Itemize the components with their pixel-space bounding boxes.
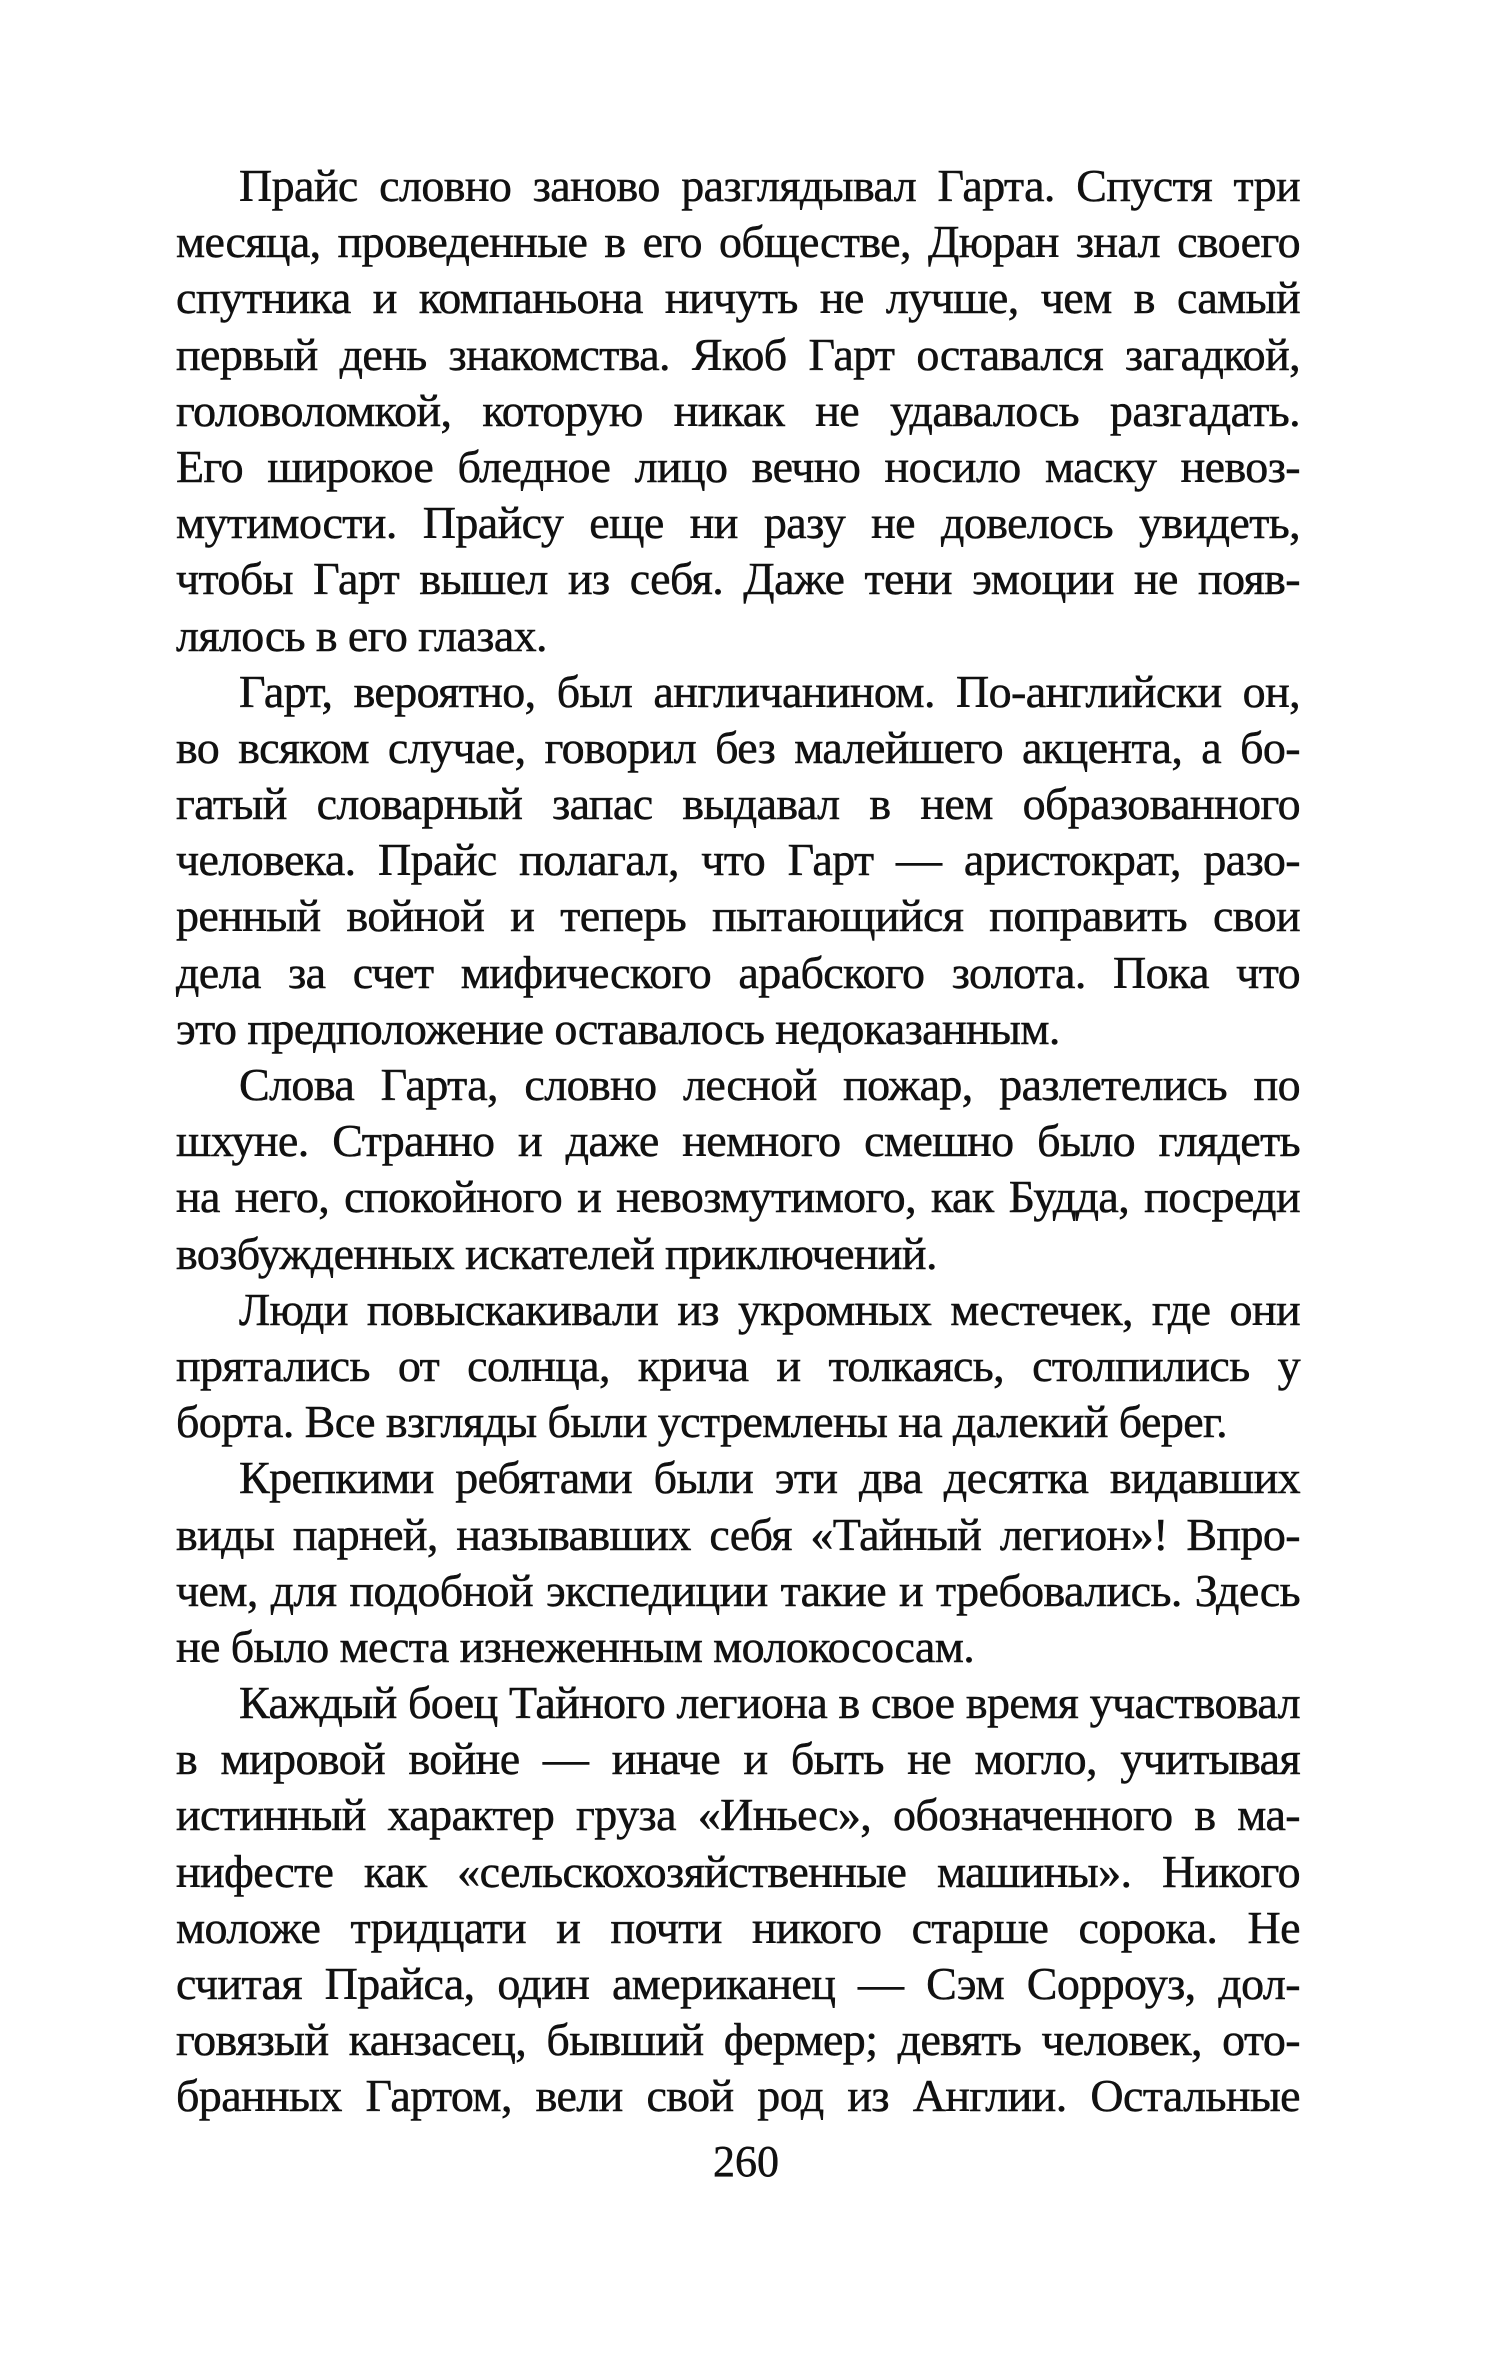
text-line: истинный характер груза «Иньес», обозначенного в ма- [176, 1789, 1300, 1841]
paragraph [176, 1675, 1300, 2125]
paragraph [176, 1282, 1300, 1451]
paragraph [176, 1057, 1300, 1282]
text-line: не было места изнеженным молокососам. [176, 1620, 975, 1672]
paragraph [176, 1450, 1300, 1675]
text-line: Гарт, вероятно, был англичанином. По-английски он, [239, 665, 1300, 717]
text-line: гатый словарный запас выдавал в нем образованного [176, 778, 1300, 830]
text-line: Крепкими ребятами были эти два десятка видавших [239, 1452, 1300, 1504]
text-line: первый день знакомства. Якоб Гарт оставался загадкой, [176, 328, 1300, 380]
text-line: нифесте как «сельскохозяйственные машины». Никого [176, 1845, 1300, 1897]
text-line: говязый канзасец, бывший фермер; девять человек, ото- [176, 2014, 1300, 2066]
text-line: чем, для подобной экспедиции такие и требовались. Здесь [176, 1564, 1300, 1616]
text-line: мутимости. Прайсу еще ни разу не довелось увидеть, [176, 497, 1300, 549]
text-line: Слова Гарта, словно лесной пожар, разлетелись по [239, 1059, 1300, 1110]
text-line: ренный войной и теперь пытающийся поправить свои [176, 890, 1300, 942]
paragraph [176, 158, 1300, 664]
text-line: Прайс словно заново разглядывал Гарта. Спустя три [239, 160, 1300, 211]
text-line: человека. Прайс полагал, что Гарт — аристократ, разо- [176, 834, 1300, 886]
text-line: во всяком случае, говорил без малейшего акцента, а бо- [176, 721, 1300, 773]
text-line: считая Прайса, один американец — Сэм Сорроуз, дол- [176, 1958, 1300, 2009]
text-line: это предположение оставалось недоказанным. [176, 1002, 1060, 1054]
paragraph [176, 664, 1300, 1057]
text-line: спутника и компаньона ничуть не лучше, чем в самый [176, 272, 1300, 324]
text-line: Люди повыскакивали из укромных местечек, где они [239, 1283, 1300, 1335]
text-line: виды парней, называвших себя «Тайный легион»! Впро- [176, 1508, 1300, 1560]
text-line: в мировой войне — иначе и быть не могло, учитывая [176, 1733, 1300, 1785]
text-line: Каждый боец Тайного легиона в свое время участвовал [239, 1677, 1300, 1729]
text-line: моложе тридцати и почти никого старше сорока. Не [176, 1901, 1300, 1953]
text-line: на него, спокойного и невозмутимого, как Будда, посреди [176, 1171, 1300, 1223]
text-line: бранных Гартом, вели свой род из Англии. Остальные [176, 2070, 1300, 2122]
text-line: шхуне. Странно и даже немного смешно было глядеть [176, 1115, 1300, 1167]
text-line: борта. Все взгляды были устремлены на далекий берег. [176, 1396, 1228, 1448]
text-line: месяца, проведенные в его обществе, Дюран знал своего [176, 216, 1300, 268]
text-line: возбужденных искателей приключений. [176, 1227, 937, 1279]
text-line: лялось в его глазах. [176, 609, 547, 661]
text-line: прятались от солнца, крича и толкаясь, столпились у [176, 1339, 1300, 1391]
page-number: 260 [713, 2137, 779, 2186]
text-line: дела за счет мифического арабского золота. Пока что [176, 946, 1300, 998]
text-line: головоломкой, которую никак не удавалось разгадать. [176, 384, 1300, 436]
text-line: Его широкое бледное лицо вечно носило маску невоз- [176, 440, 1300, 492]
text-line: чтобы Гарт вышел из себя. Даже тени эмоции не появ- [176, 553, 1300, 605]
body-text [176, 158, 1300, 2125]
